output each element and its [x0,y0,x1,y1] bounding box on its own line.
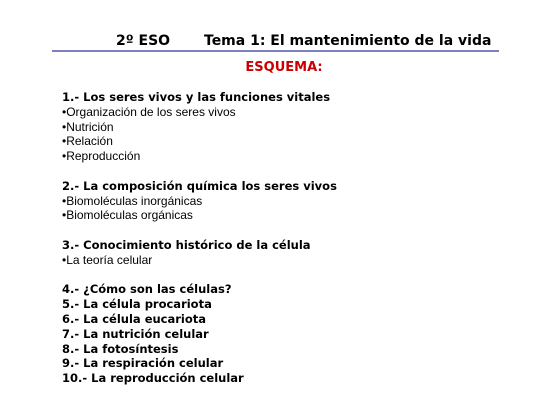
bullet-item: •Biomoléculas orgánicas [62,208,193,223]
section-spacer [62,268,532,283]
section-spacer [62,164,532,179]
header-divider [52,50,499,52]
bullet-item: •Biomoléculas inorgánicas [62,193,203,208]
section-title-10: 10.- La reproducción celular [62,371,244,386]
bullet-item: •La teoría celular [62,252,153,267]
section-title-1: 1.- Los seres vivos y las funciones vitales [62,90,331,104]
bullet-item: •Relación [62,134,113,149]
course-label: 2º ESO [116,33,171,49]
bullet-item: •Reproducción [62,149,141,164]
bullet-item: •Nutrición [62,119,114,134]
section-title-7: 7.- La nutrición celular [62,326,209,341]
topic-title: Tema 1: El mantenimiento de la vida [204,33,492,49]
section-title-4: 4.- ¿Cómo son las células? [62,282,232,297]
section-title-6: 6.- La célula eucariota [62,311,207,326]
slide-header [0,0,560,52]
section-title-2: 2.- La composición química los seres vivos [62,178,337,193]
bullet-item: •Organización de los seres vivos [62,104,236,119]
outline-title [0,60,560,76]
section-spacer [62,223,532,238]
section-title-5: 5.- La célula procariota [62,297,212,312]
outline-list [62,90,532,386]
outline-title-text: ESQUEMA: [245,60,323,75]
section-title-3: 3.- Conocimiento histórico de la célula [62,237,311,252]
section-title-9: 9.- La respiración celular [62,356,224,371]
section-title-8: 8.- La fotosíntesis [62,341,179,356]
